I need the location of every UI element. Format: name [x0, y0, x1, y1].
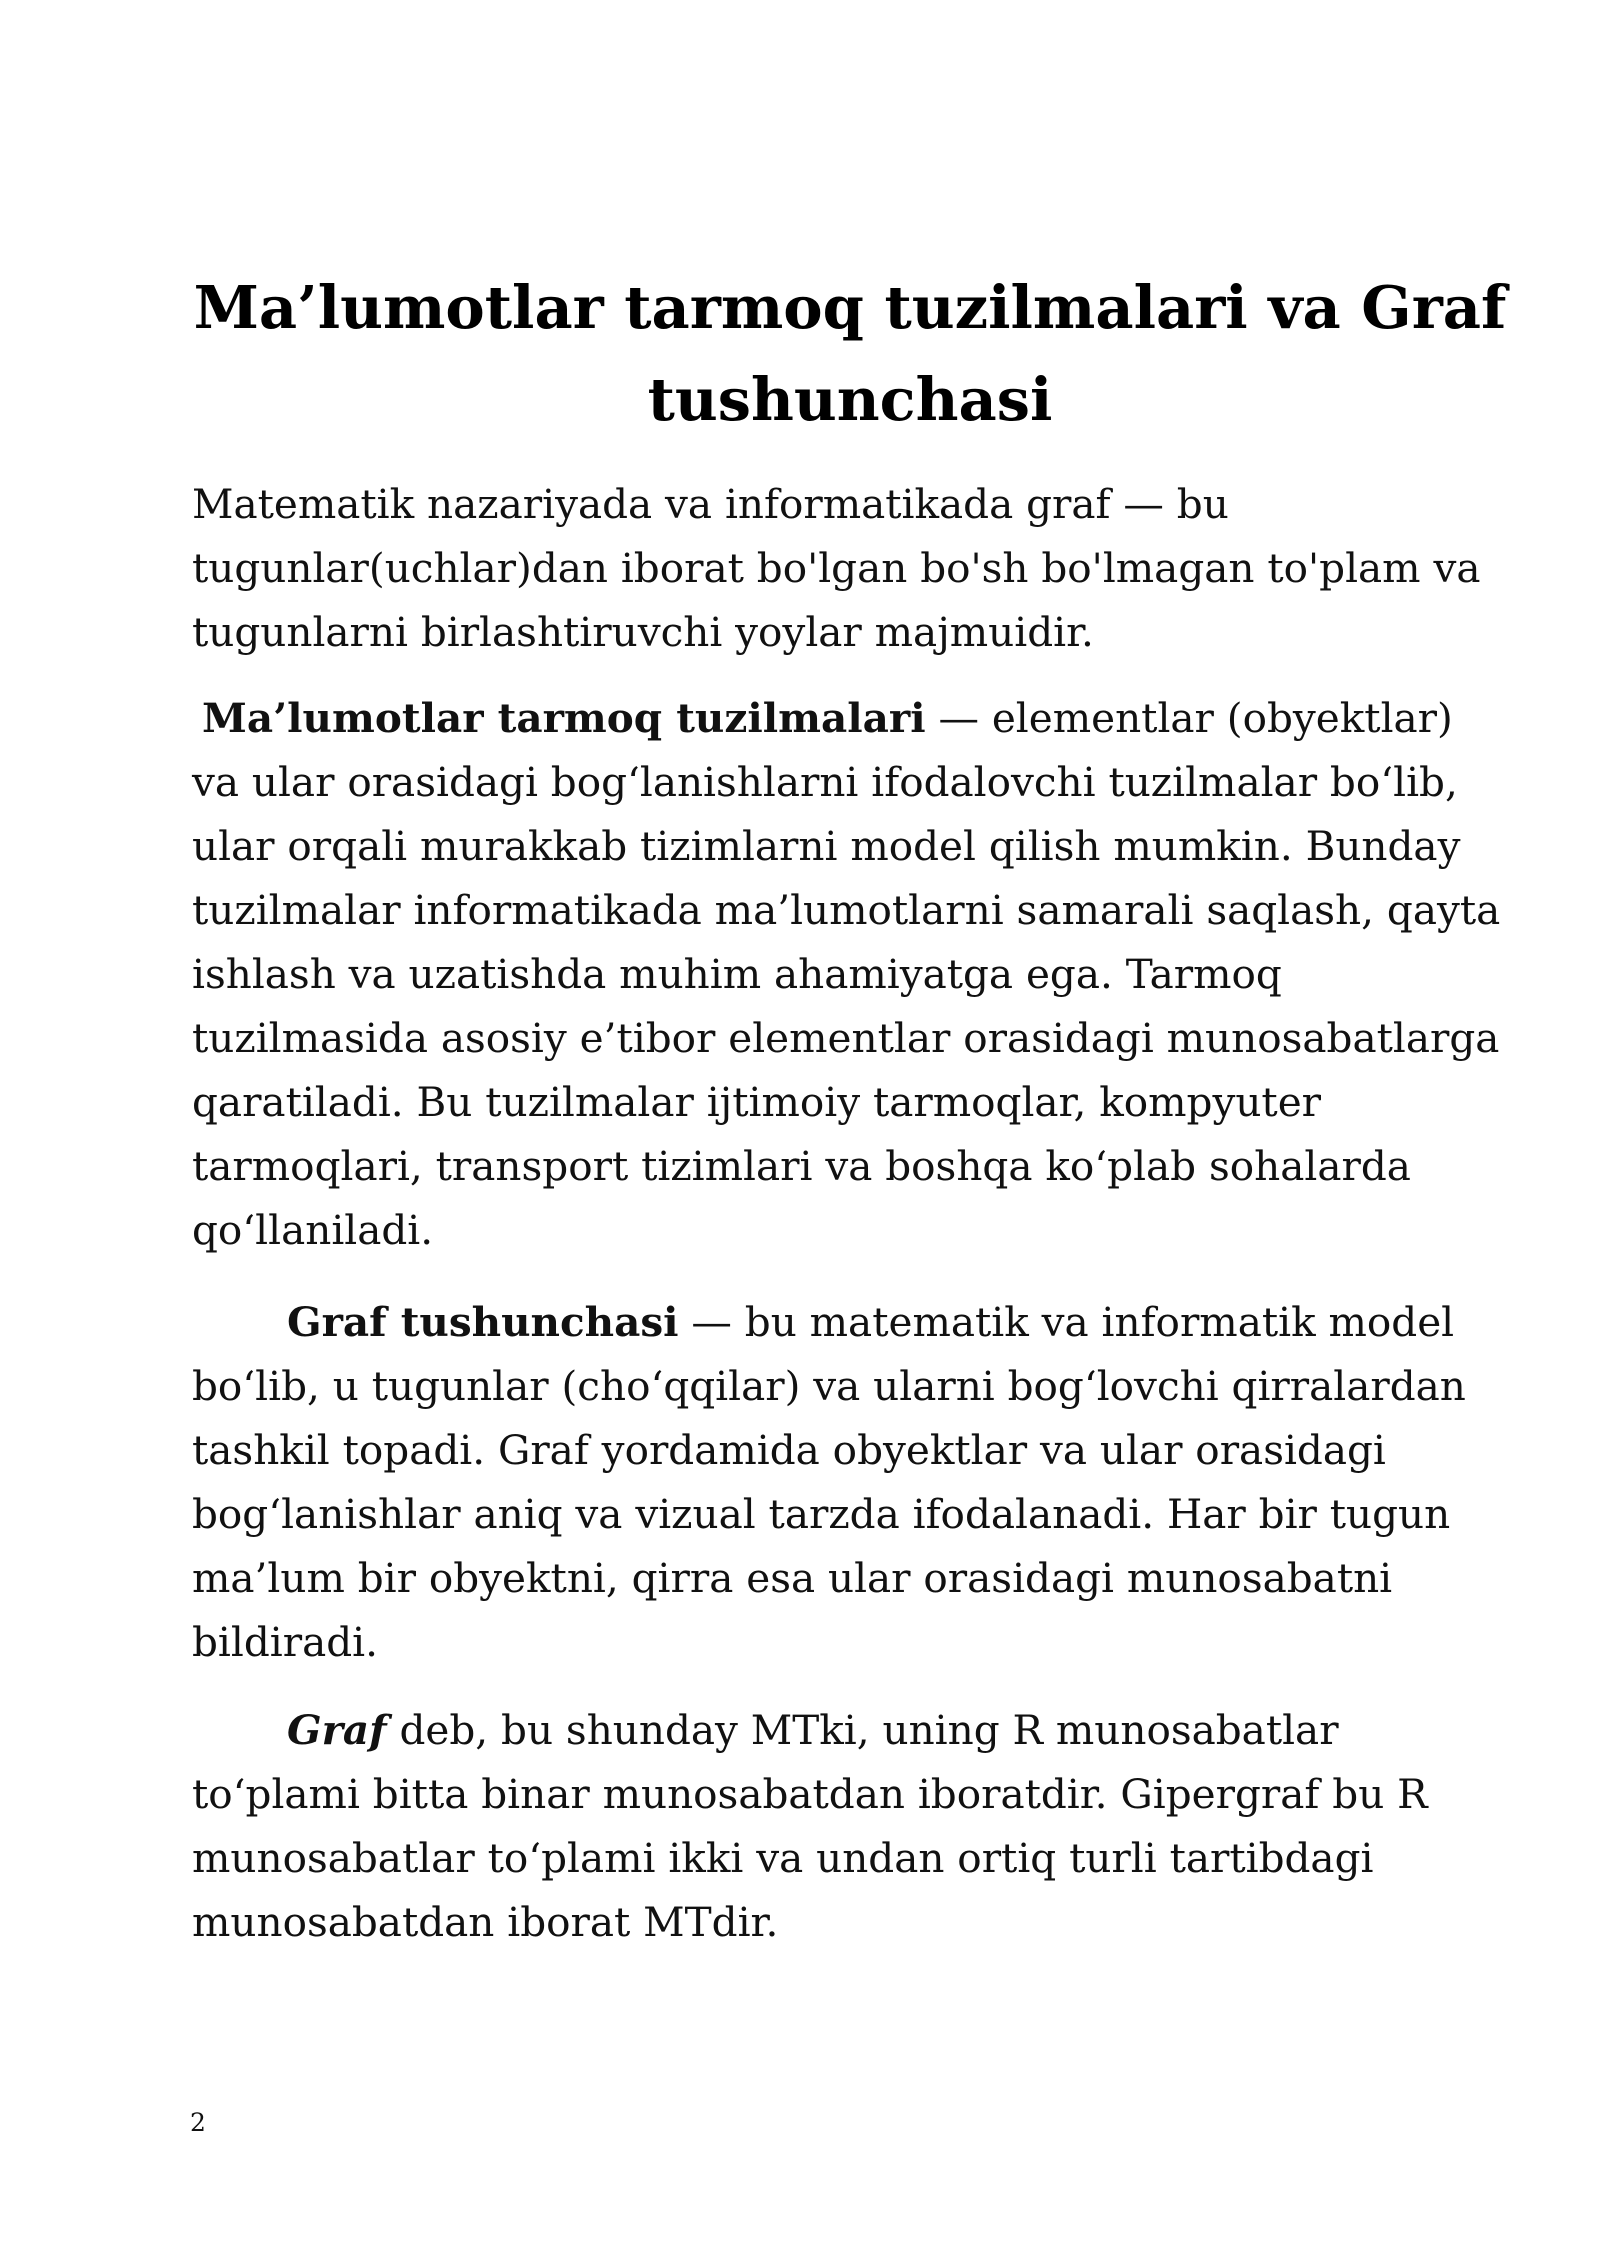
paragraph-text: — bu matematik va informatik model bo‘lib, u tugunlar (cho‘qqilar) va ularni bog‘lovchi qirralardan tashkil topadi. Graf yordamida obyektlar va ular orasidagi bog‘lanishlar aniq va vizual tarzda ifodalanadi. Har bir tugun ma’lum bir obyektni, qirra esa ular orasidagi munosabatni bildiradi.: [192, 1298, 1466, 1666]
paragraph-text: — elementlar (obyektlar) va ular orasidagi bog‘lanishlarni ifodalovchi tuzilmalar bo‘lib, ular orqali murakkab tizimlarni model qilish mumkin. Bunday tuzilmalar informatikada ma’lumotlarni samarali saqlash, qayta ishlash va uzatishda muhim ahamiyatga ega. Tarmoq tuzilmasida asosiy e’tibor elementlar orasidagi munosabatlarga qaratiladi. Bu tuzilmalar ijtimoiy tarmoqlar, kompyuter tarmoqlari, transport tizimlari va boshqa ko‘plab sohalarda qo‘llaniladi.: [192, 694, 1501, 1254]
paragraph-graph-formal-definition: [192, 1698, 1512, 1954]
page-number: 2: [190, 2108, 206, 2137]
page-title-line-1: Ma’lumotlar tarmoq tuzilmalari va Graf: [193, 273, 1507, 342]
paragraph-text: deb, bu shunday MTki, uning R munosabatlar to‘plami bitta binar munosabatdan iboratdir. Gipergraf bu R munosabatlar to‘plami ikki va undan ortiq turli tartibdagi munosabatdan iborat MTdir.: [192, 1706, 1428, 1946]
paragraph-text: Matematik nazariyada va informatikada graf — bu tugunlar(uchlar)dan iborat bo'lgan bo'sh bo'lmagan to'plam va tugunlarni birlashtiruvchi yoylar majmuidir.: [192, 480, 1481, 656]
page-title: [160, 262, 1540, 446]
paragraph-graph-definition: [192, 472, 1512, 664]
body-text: [192, 472, 1512, 1976]
term-network-structures: Ma’lumotlar tarmoq tuzilmalari: [202, 694, 926, 742]
paragraph-network-structures: [192, 686, 1512, 1262]
page-title-line-2: tushunchasi: [647, 365, 1053, 434]
paragraph-graph-concept: [192, 1290, 1512, 1674]
term-graph: Graf: [287, 1706, 387, 1754]
term-graph-concept: Graf tushunchasi: [287, 1298, 679, 1346]
